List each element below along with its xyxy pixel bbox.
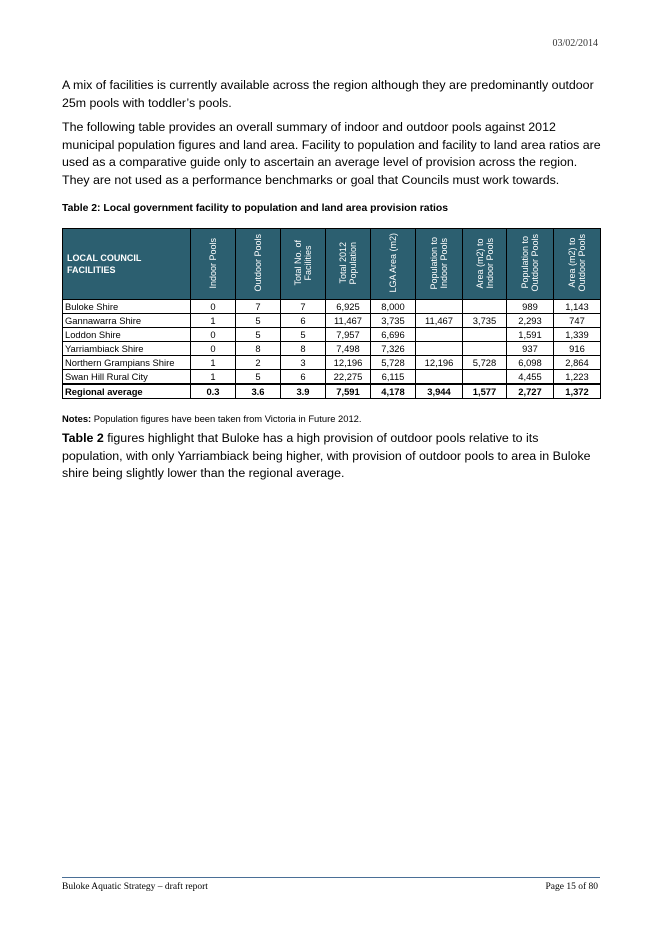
council-name-cell: Yarriambiack Shire [63,342,191,356]
value-cell [463,342,507,356]
value-cell: 12,196 [416,356,463,370]
value-cell: 3,735 [371,314,416,328]
value-cell: 2 [236,356,281,370]
value-cell: 8,000 [371,300,416,314]
value-cell: 1 [191,370,236,385]
value-cell: 0 [191,328,236,342]
value-cell: 3.6 [236,384,281,399]
value-cell: 5 [236,314,281,328]
value-cell: 916 [554,342,601,356]
value-cell [416,328,463,342]
value-cell: 2,864 [554,356,601,370]
header-label: Total 2012 Population [338,241,358,285]
header-label: Outdoor Pools [253,234,263,292]
value-cell [463,300,507,314]
council-name-cell: Swan Hill Rural City [63,370,191,385]
value-cell: 5,728 [463,356,507,370]
footer-rule [62,877,600,878]
document-date: 03/02/2014 [552,38,598,49]
value-cell: 1,143 [554,300,601,314]
header-cell [463,229,507,300]
value-cell: 0 [191,300,236,314]
value-cell: 1,577 [463,384,507,399]
value-cell: 3,944 [416,384,463,399]
value-cell: 2,727 [507,384,554,399]
value-cell: 7,498 [326,342,371,356]
table-row [63,300,601,314]
value-cell: 1 [191,356,236,370]
council-name-cell: Buloke Shire [63,300,191,314]
value-cell: 3.9 [281,384,326,399]
closing-paragraph [62,430,602,483]
value-cell: 1,339 [554,328,601,342]
value-cell: 7,591 [326,384,371,399]
value-cell: 3,735 [463,314,507,328]
notes-label: Notes: [62,413,92,424]
value-cell: 5 [281,328,326,342]
value-cell [463,328,507,342]
value-cell: 1 [191,314,236,328]
table-header-row [63,229,601,300]
value-cell: 5 [236,370,281,385]
value-cell: 989 [507,300,554,314]
value-cell: 6,696 [371,328,416,342]
table-row [63,370,601,385]
table-notes [62,413,602,424]
footer-document-title: Buloke Aquatic Strategy – draft report [62,882,208,892]
header-label: LGA Area (m2) [388,233,398,293]
value-cell: 8 [236,342,281,356]
intro-paragraph: A mix of facilities is currently available across the region although they are predominantly outdoor 25m pools with toddler’s pools. [62,78,594,110]
header-label: Indoor Pools [208,237,218,289]
value-cell: 6,115 [371,370,416,385]
closing-bold-ref: Table 2 [62,431,104,445]
header-cell [326,229,371,300]
value-cell: 11,467 [416,314,463,328]
value-cell: 0 [191,342,236,356]
value-cell: 8 [281,342,326,356]
header-label: Population to Indoor Pools [429,236,449,290]
value-cell [416,300,463,314]
value-cell: 5 [236,328,281,342]
header-cell [191,229,236,300]
closing-text: figures highlight that Buloke has a high provision of outdoor pools relative to its population, with only Yarriambiack being higher, with provision of outdoor pools to area in Buloke shire being slightly lower than the regional average. [62,431,591,480]
header-cell-council: LOCAL COUNCIL FACILITIES [63,229,191,300]
header-label: Total No. of Facilities [293,240,313,286]
value-cell: 12,196 [326,356,371,370]
regional-average-row [63,384,601,399]
council-name-cell: Northern Grampians Shire [63,356,191,370]
table-row [63,356,601,370]
value-cell: 4,455 [507,370,554,385]
header-cell [371,229,416,300]
header-label: Population to Outdoor Pools [520,234,540,292]
value-cell: 1,223 [554,370,601,385]
council-name-cell: Regional average [63,384,191,399]
header-cell [416,229,463,300]
value-cell: 6,925 [326,300,371,314]
value-cell: 22,275 [326,370,371,385]
council-name-cell: Gannawarra Shire [63,314,191,328]
header-cell [554,229,601,300]
value-cell: 937 [507,342,554,356]
table-caption: Table 2: Local government facility to population and land area provision ratios [62,203,449,214]
table-row [63,342,601,356]
value-cell: 1,591 [507,328,554,342]
value-cell: 6 [281,314,326,328]
value-cell [463,370,507,385]
value-cell [416,370,463,385]
value-cell [416,342,463,356]
value-cell: 4,178 [371,384,416,399]
value-cell: 6,098 [507,356,554,370]
value-cell: 11,467 [326,314,371,328]
value-cell: 3 [281,356,326,370]
table-row [63,314,601,328]
header-cell [281,229,326,300]
table-body [63,300,601,399]
value-cell: 6 [281,370,326,385]
notes-text: Population figures have been taken from Victoria in Future 2012. [91,413,362,424]
header-cell [507,229,554,300]
value-cell: 2,293 [507,314,554,328]
footer-page-number: Page 15 of 80 [545,882,598,892]
value-cell: 0.3 [191,384,236,399]
header-label: Area (m2) to Indoor Pools [474,237,495,289]
value-cell: 7,957 [326,328,371,342]
value-cell: 747 [554,314,601,328]
header-label: Area (m2) to Outdoor Pools [567,234,587,292]
value-cell: 7,326 [371,342,416,356]
table-description-paragraph: The following table provides an overall summary of indoor and outdoor pools against 2012 municipal population figures and land area. Facility to population and facility to land area ratios are used as a comparative guide only to ascertain an average level of provision across the region. They are not used as a performance benchmarks or goal that Councils must work towards. [62,120,601,187]
table-row [63,328,601,342]
page-body [62,77,602,490]
council-name-cell: Loddon Shire [63,328,191,342]
value-cell: 5,728 [371,356,416,370]
value-cell: 1,372 [554,384,601,399]
value-cell: 7 [281,300,326,314]
header-cell [236,229,281,300]
value-cell: 7 [236,300,281,314]
provision-ratios-table [62,228,601,399]
